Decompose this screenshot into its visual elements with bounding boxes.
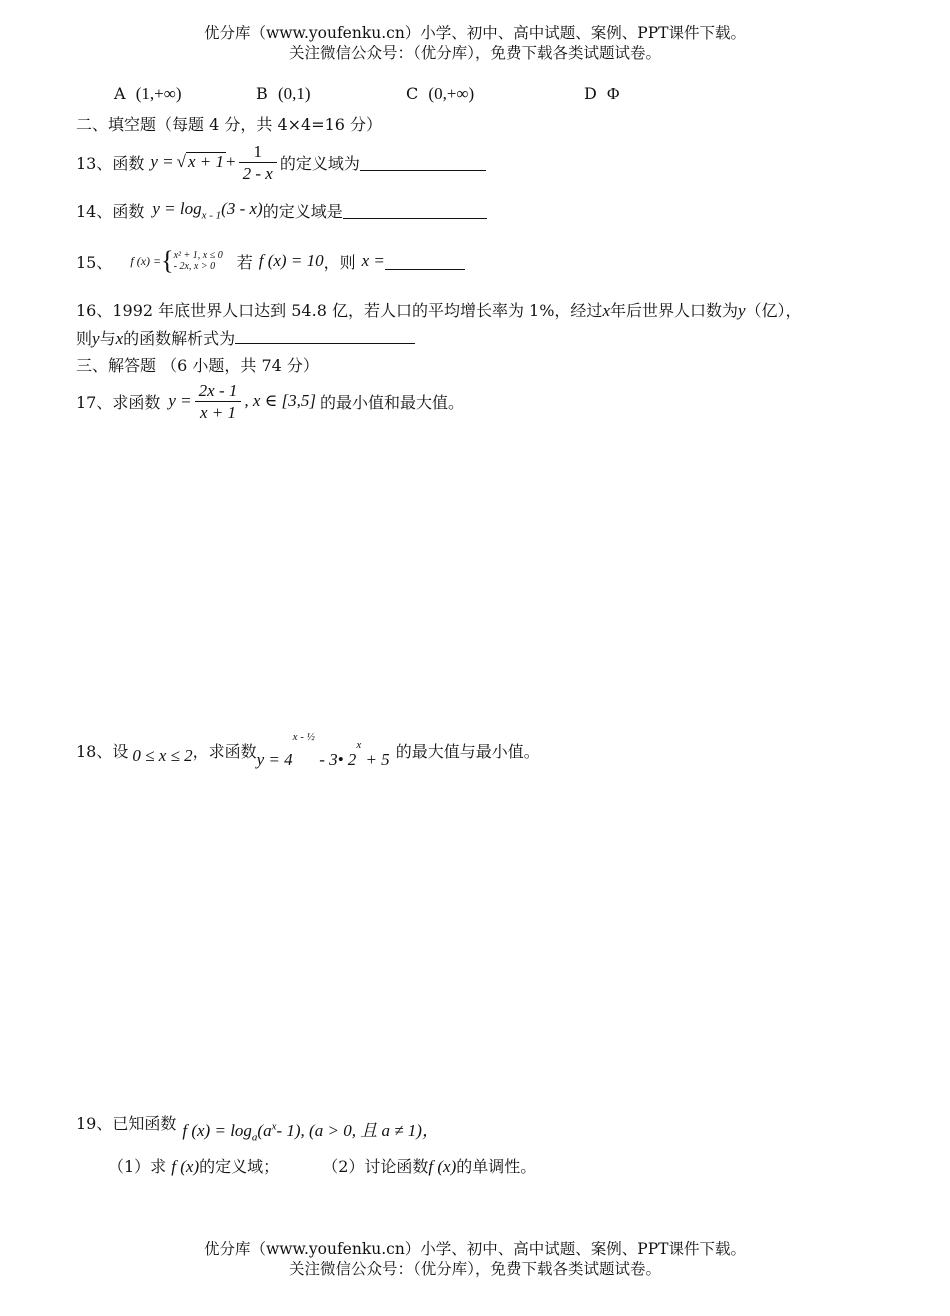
q16-text-5: 与	[99, 329, 116, 348]
q16-y-2: y	[92, 329, 100, 348]
q15-cond: f (x) = 10	[258, 251, 324, 270]
q17-fraction	[195, 381, 242, 422]
option-c	[406, 84, 474, 104]
q15-case-1: x² + 1, x ≤ 0	[173, 250, 223, 261]
q15-answer-blank[interactable]	[385, 253, 465, 270]
q16-text-6: 的函数解析式为	[123, 329, 236, 348]
q18-mid: ，求函数	[192, 741, 257, 761]
header-line-2: 关注微信公众号：（优分库），免费下载各类试题试卷。	[288, 44, 661, 62]
option-b-label: B	[256, 84, 268, 103]
q19-base: a	[251, 1131, 258, 1144]
q19-part-1-text: 的定义域；	[199, 1157, 280, 1176]
q13-plus: +	[226, 152, 236, 171]
question-19-parts	[108, 1154, 536, 1177]
q15-x-eq: x =	[361, 251, 385, 270]
q16-text-3: （亿），	[745, 301, 802, 320]
q19-exponent: x	[271, 1120, 277, 1133]
q16-text-4: 则	[76, 329, 93, 348]
q13-radicand: x + 1	[188, 152, 225, 171]
q18-exponent-1: x - ½	[292, 731, 315, 743]
q18-expr: y = 4x - ½ - 3• 2x + 5	[256, 731, 390, 769]
q19-expr: f $(x) = \log_a(a^x-$ 1), (a > 0, 且 a ≠ 1)，	[182, 1120, 439, 1144]
q19-part-2-f: f (x)	[428, 1157, 457, 1176]
option-b-value: (0,1)	[277, 84, 311, 103]
option-d	[584, 84, 619, 104]
q16-x-1: x	[602, 301, 610, 320]
q16-text-1: 16、1992 年底世界人口达到 54.8 亿，若人口的平均增长率为 1%，经过	[76, 301, 603, 320]
q13-denominator: 2 - x	[242, 163, 273, 183]
q19-part-2-text: 的单调性。	[456, 1157, 537, 1176]
q17-numerator: 2x - 1	[195, 381, 242, 402]
q18-label: 18、设	[76, 741, 129, 761]
q17-denominator: x + 1	[200, 402, 237, 422]
q19-end: ，	[421, 1121, 439, 1141]
q13-numerator: 1	[239, 142, 277, 163]
q17-domain: , x ∈ [3,5]	[244, 391, 316, 410]
q17-y: y =	[168, 391, 192, 410]
header-line-1: 优分库（www.youfenku.cn）小学、初中、高中试题、案例、PPT课件下载。	[203, 24, 747, 42]
q15-then: ，则	[323, 252, 356, 272]
q15-case-2: - 2x, x > 0	[173, 261, 216, 272]
q15-lhs: f (x) =	[130, 253, 162, 268]
section-2-title: 二、填空题（每题 4 分，共 4×4=16 分）	[76, 115, 383, 134]
footer-line-2: 关注微信公众号：（优分库），免费下载各类试题试卷。	[288, 1260, 661, 1278]
option-a	[114, 84, 182, 104]
option-a-value: (1,+∞)	[135, 84, 182, 103]
q16-y-1: y	[738, 301, 746, 320]
q15-brace: {	[161, 246, 174, 275]
option-c-label: C	[406, 84, 419, 103]
q15-if: 若	[236, 252, 253, 272]
option-c-value: (0,+∞)	[428, 84, 475, 103]
option-d-value: Φ	[607, 84, 620, 103]
option-d-label: D	[584, 84, 597, 103]
q16-answer-blank[interactable]	[235, 327, 415, 344]
q13-answer-blank[interactable]	[360, 154, 486, 171]
q13-y: y =	[150, 152, 174, 171]
question-19	[76, 1104, 439, 1144]
section-3-title: 三、解答题 （6 小题，共 74 分）	[76, 356, 319, 375]
q18-tail: 的最大值与最小值。	[395, 741, 540, 761]
q19-part-2-label: （2）讨论函数	[322, 1157, 429, 1176]
q18-exponent-2: x	[356, 739, 362, 751]
question-13	[76, 140, 486, 184]
q13-fraction	[239, 142, 277, 183]
q16-x-2: x	[115, 329, 124, 348]
q14-base: x - 1	[201, 209, 222, 222]
q13-tail: 的定义域为	[279, 153, 360, 173]
q17-label: 17、求函数	[76, 392, 161, 412]
q15-label: 15、	[76, 252, 113, 272]
q13-label: 13、函数	[76, 153, 145, 173]
q19-part-1-f: f (x)	[171, 1157, 200, 1176]
q14-expr: $y = \log_{x - 1}(3 - x)$	[152, 198, 263, 222]
q19-label: 19、已知函数	[76, 1113, 177, 1133]
footer-line-1: 优分库（www.youfenku.cn）小学、初中、高中试题、案例、PPT课件下载。	[203, 1240, 747, 1258]
question-16-line-2	[76, 326, 415, 349]
q13-sqrt: √ x + 1	[176, 152, 225, 171]
q15-cases	[174, 250, 223, 272]
q14-label: 14、函数	[76, 201, 145, 221]
q18-condition: 0 ≤ x ≤ 2	[132, 746, 193, 765]
q14-arg: (3 - x)	[221, 198, 263, 218]
question-18	[76, 730, 540, 770]
option-a-label: A	[114, 84, 126, 103]
question-15	[76, 246, 465, 276]
q19-part-1-label: （1）求	[108, 1157, 167, 1176]
q14-answer-blank[interactable]	[343, 202, 487, 219]
question-16-line-1	[76, 298, 802, 321]
q14-tail: 的定义域是	[262, 201, 343, 221]
option-b	[256, 84, 311, 104]
question-17	[76, 378, 464, 424]
question-14	[76, 192, 487, 228]
q17-tail: 的最小值和最大值。	[320, 392, 465, 412]
q16-text-2: 年后世界人口数为	[609, 301, 738, 320]
